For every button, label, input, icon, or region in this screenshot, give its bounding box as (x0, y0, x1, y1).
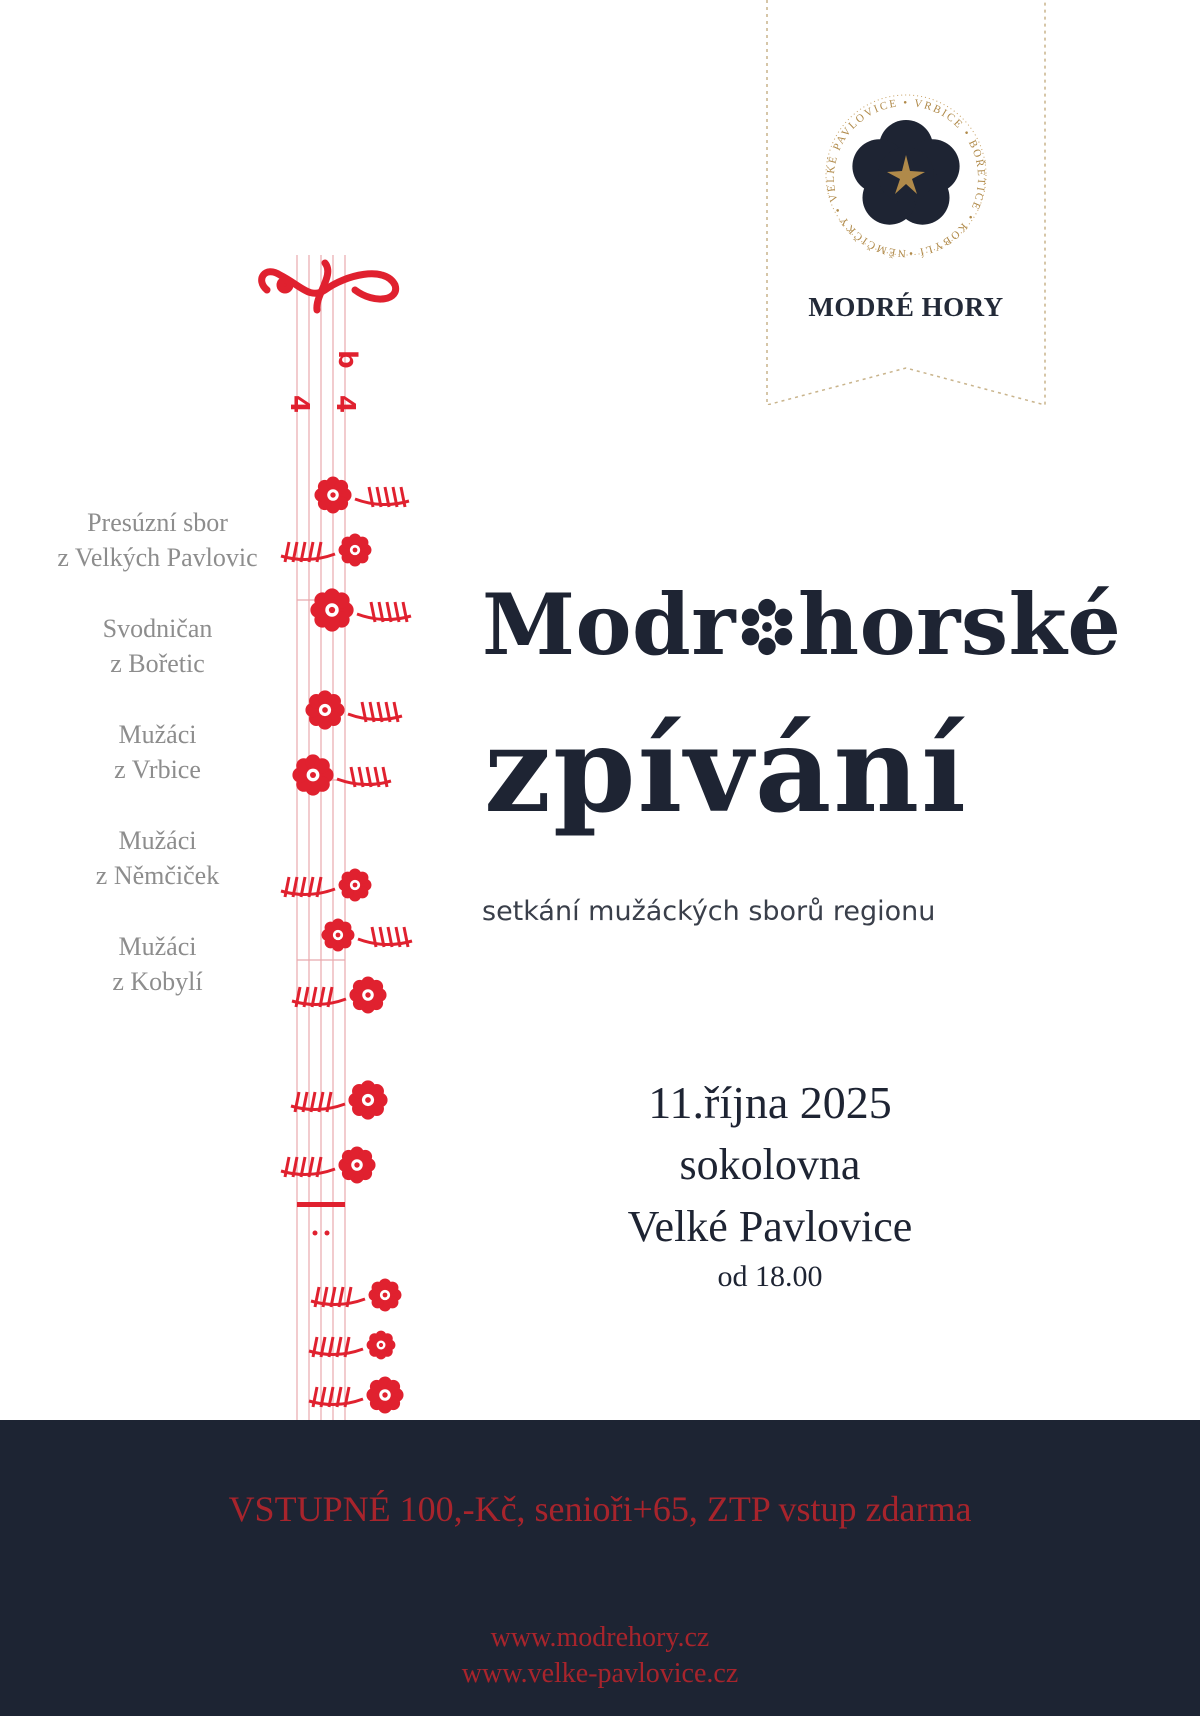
choir-name: Mužáci (118, 720, 197, 749)
title-line-1 (482, 575, 1182, 674)
title-part-2: horské (798, 575, 1122, 674)
flower-ornament-icon (292, 754, 391, 795)
flower-ornament-icon (310, 588, 411, 631)
flower-o-icon (736, 596, 798, 658)
flower-ornament-icon (291, 1080, 388, 1119)
brand-name: MODRÉ HORY (808, 292, 1004, 322)
flower-ornament-icon (311, 1279, 401, 1312)
treble-clef-icon (262, 263, 396, 310)
choir-origin: z Kobylí (112, 967, 203, 996)
footer-band (0, 1420, 1200, 1716)
choir-name: Presúzní sbor (87, 508, 228, 537)
choir-item (20, 717, 295, 787)
choir-item (20, 611, 295, 681)
logo-emblem (825, 95, 987, 259)
flower-ornament-icon (322, 919, 412, 952)
svg-text:4: 4 (330, 395, 360, 414)
choir-list (20, 505, 295, 1035)
flower-ornament-icon (309, 1376, 404, 1413)
choir-name: Mužáci (118, 826, 197, 855)
logo-banner (765, 0, 1047, 405)
event-date: 11.října 2025 (648, 1077, 892, 1128)
choir-item (20, 505, 295, 575)
event-time: od 18.00 (717, 1260, 823, 1293)
choir-name: Mužáci (118, 932, 197, 961)
event-place: Velké Pavlovice (627, 1202, 913, 1251)
choir-origin: z Bořetic (110, 649, 205, 678)
choir-origin: z Vrbice (114, 755, 201, 784)
website-links (0, 1620, 1200, 1692)
flower-ornament-icon (292, 976, 387, 1013)
flower-ornament-icon (281, 1146, 376, 1183)
flower-ornament-icon (305, 690, 402, 729)
event-info (560, 1072, 980, 1296)
website-link[interactable]: www.modrehory.cz (490, 1622, 710, 1653)
choir-origin: z Velkých Pavlovic (57, 543, 258, 572)
svg-text:b: b (332, 350, 362, 369)
title-line-2: zpívání (484, 700, 968, 839)
flower-ornament-icon (314, 476, 409, 513)
title-part-1: Modr (482, 575, 736, 674)
event-venue: sokolovna (679, 1140, 861, 1189)
flower-ornament-icon (309, 1331, 395, 1360)
choir-name: Svodničan (102, 614, 213, 643)
choir-origin: z Němčiček (95, 861, 220, 890)
choir-item (20, 929, 295, 999)
logo-ring-text: NĚMČIČKY • VELKÉ PAVLOVICE • VRBICE • BOŘETICE • KOBYLÍ • (824, 96, 988, 260)
choir-item (20, 823, 295, 893)
admission-info: VSTUPNÉ 100,-Kč, senioři+65, ZTP vstup zdarma (228, 1489, 972, 1529)
time-signature-icon (284, 350, 362, 413)
website-link[interactable]: www.velke-pavlovice.cz (461, 1658, 739, 1689)
svg-text:4: 4 (284, 395, 314, 414)
subtitle: setkání mužáckých sborů regionu (482, 896, 936, 927)
